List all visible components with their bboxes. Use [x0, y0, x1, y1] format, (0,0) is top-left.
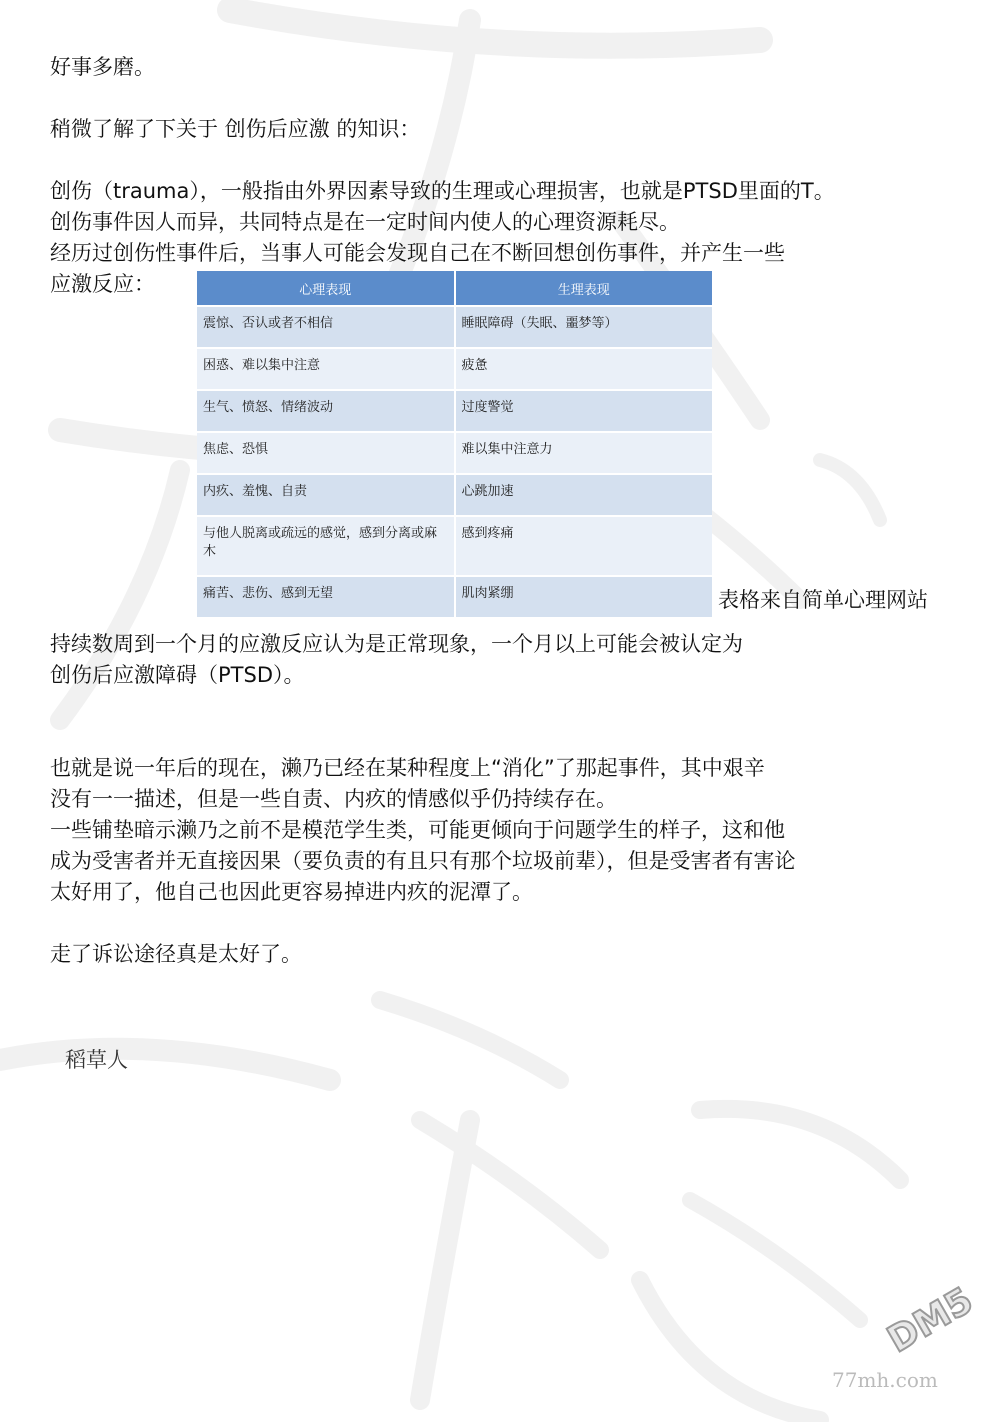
table-header-row [197, 271, 712, 306]
table-row [197, 576, 712, 617]
paragraph-analysis-line-1: 也就是说一年后的现在，濑乃已经在某种程度上“消化”了那起事件，其中艰辛 [50, 756, 765, 780]
site-watermark [830, 1280, 990, 1400]
paragraph-analysis-line-4: 成为受害者并无直接因果（要负责的有且只有那个垃圾前辈），但是受害者有害论 [50, 849, 796, 873]
table-cell: 睡眠障碍（失眠、噩梦等） [455, 306, 713, 348]
paragraph-closing: 走了诉讼途径真是太好了。 [50, 942, 302, 966]
table-cell: 与他人脱离或疏远的感觉，感到分离或麻木 [197, 516, 455, 576]
article-body-continued [50, 629, 970, 970]
site-url: 77mh.com [832, 1368, 938, 1392]
table-cell: 肌肉紧绷 [455, 576, 713, 617]
table-cell: 过度警觉 [455, 390, 713, 432]
paragraph-analysis-line-3: 一些铺垫暗示濑乃之前不是模范学生类，可能更倾向于问题学生的样子，这和他 [50, 818, 785, 842]
table-cell: 疲惫 [455, 348, 713, 390]
paragraph-topic: 稍微了解了下关于 创伤后应激 的知识： [50, 117, 421, 141]
table-row [197, 390, 712, 432]
paragraph-trauma-line-1: 创伤（trauma），一般指由外界因素导致的生理或心理损害，也就是PTSD里面的T。 [50, 179, 835, 203]
paragraph-analysis-line-5: 太好用了，他自己也因此更容易掉进内疚的泥潭了。 [50, 880, 533, 904]
paragraph-analysis-line-2: 没有一一描述，但是一些自责、内疚的情感似乎仍持续存在。 [50, 787, 617, 811]
article-body [50, 52, 970, 300]
table-cell: 难以集中注意力 [455, 432, 713, 474]
stress-reaction-table [197, 271, 712, 617]
table-cell: 内疚、羞愧、自责 [197, 474, 455, 516]
table-cell: 痛苦、悲伤、感到无望 [197, 576, 455, 617]
paragraph-trauma-line-3: 经历过创伤性事件后，当事人可能会发现自己在不断回想创伤事件，并产生一些 [50, 241, 785, 265]
stress-reaction-table-container [197, 271, 712, 617]
table-header-physiological: 生理表现 [455, 271, 713, 306]
table-row [197, 432, 712, 474]
table-row [197, 474, 712, 516]
table-header-psychological: 心理表现 [197, 271, 455, 306]
table-row [197, 306, 712, 348]
table-row [197, 348, 712, 390]
paragraph-trauma-line-4: 应激反应： [50, 272, 155, 296]
paragraph-trauma-line-2: 创伤事件因人而异，共同特点是在一定时间内使人的心理资源耗尽。 [50, 210, 680, 234]
table-cell: 生气、愤怒、情绪波动 [197, 390, 455, 432]
table-cell: 焦虑、恐惧 [197, 432, 455, 474]
table-cell: 震惊、否认或者不相信 [197, 306, 455, 348]
table-cell: 感到疼痛 [455, 516, 713, 576]
table-cell: 困惑、难以集中注意 [197, 348, 455, 390]
table-source-note: 表格来自简单心理网站 [718, 588, 928, 612]
table-row [197, 516, 712, 576]
paragraph-duration-line-1: 持续数周到一个月的应激反应认为是正常现象，一个月以上可能会被认定为 [50, 632, 743, 656]
paragraph-intro: 好事多磨。 [50, 55, 155, 79]
table-cell: 心跳加速 [455, 474, 713, 516]
paragraph-duration-line-2: 创伤后应激障碍（PTSD）。 [50, 663, 305, 687]
author-signature: 稻草人 [65, 1048, 128, 1072]
site-logo-badge: DM5 [880, 1280, 980, 1361]
